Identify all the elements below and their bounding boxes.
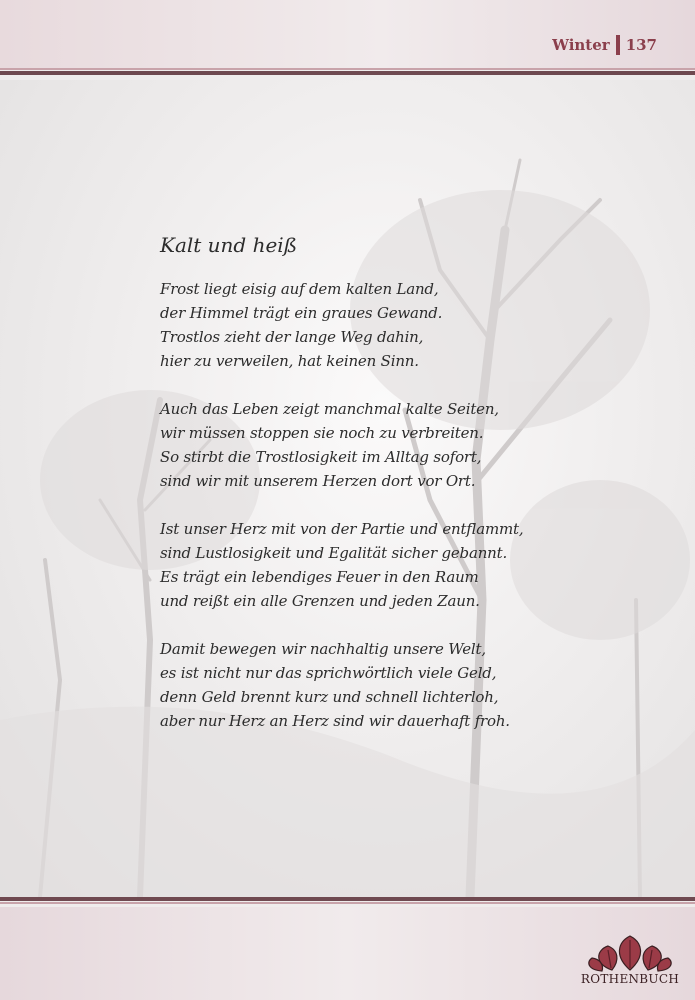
poem-line: So stirbt die Trostlosigkeit im Alltag sofort, bbox=[160, 448, 482, 466]
stanza-3 bbox=[160, 517, 630, 613]
stanza-4 bbox=[160, 637, 630, 733]
header-rule bbox=[0, 71, 695, 75]
publisher-logo bbox=[578, 930, 682, 992]
publisher-logo-text: ROTHENBUCH bbox=[580, 972, 680, 986]
poem-line: aber nur Herz an Herz sind wir dauerhaft froh. bbox=[160, 712, 510, 730]
stanza-2 bbox=[160, 397, 630, 493]
poem-line: Ist unser Herz mit von der Partie und entflammt, bbox=[160, 520, 524, 538]
footer-rule-light bbox=[0, 902, 695, 904]
poem-title: Kalt und heiß bbox=[160, 233, 298, 257]
header-rule-light bbox=[0, 68, 695, 70]
running-head-separator bbox=[616, 35, 620, 55]
poem bbox=[160, 232, 630, 757]
page-number: 137 bbox=[625, 36, 657, 54]
poem-line: wir müssen stoppen sie noch zu verbreiten. bbox=[160, 424, 484, 442]
poem-line: und reißt ein alle Grenzen und jeden Zaun. bbox=[160, 592, 480, 610]
poem-line: sind wir mit unserem Herzen dort vor Ort. bbox=[160, 472, 476, 490]
poem-line: Frost liegt eisig auf dem kalten Land, bbox=[160, 280, 439, 298]
poem-line: hier zu verweilen, hat keinen Sinn. bbox=[160, 352, 419, 370]
footer-rule bbox=[0, 897, 695, 901]
poem-line: der Himmel trägt ein graues Gewand. bbox=[160, 304, 443, 322]
poem-line: denn Geld brennt kurz und schnell lichterloh, bbox=[160, 688, 499, 706]
poem-line: Auch das Leben zeigt manchmal kalte Seiten, bbox=[160, 400, 499, 418]
poem-line: Es trägt ein lebendiges Feuer in den Raum bbox=[160, 568, 479, 586]
poem-line: Damit bewegen wir nachhaltig unsere Welt, bbox=[160, 640, 486, 658]
poem-line: Trostlos zieht der lange Weg dahin, bbox=[160, 328, 424, 346]
running-head bbox=[552, 34, 657, 56]
leaf-cluster-logo-icon bbox=[578, 930, 682, 974]
stanza-1 bbox=[160, 277, 630, 373]
section-title: Winter bbox=[552, 36, 610, 54]
poem-line: es ist nicht nur das sprichwörtlich viele Geld, bbox=[160, 664, 497, 682]
poem-line: sind Lustlosigkeit und Egalität sicher gebannt. bbox=[160, 544, 508, 562]
